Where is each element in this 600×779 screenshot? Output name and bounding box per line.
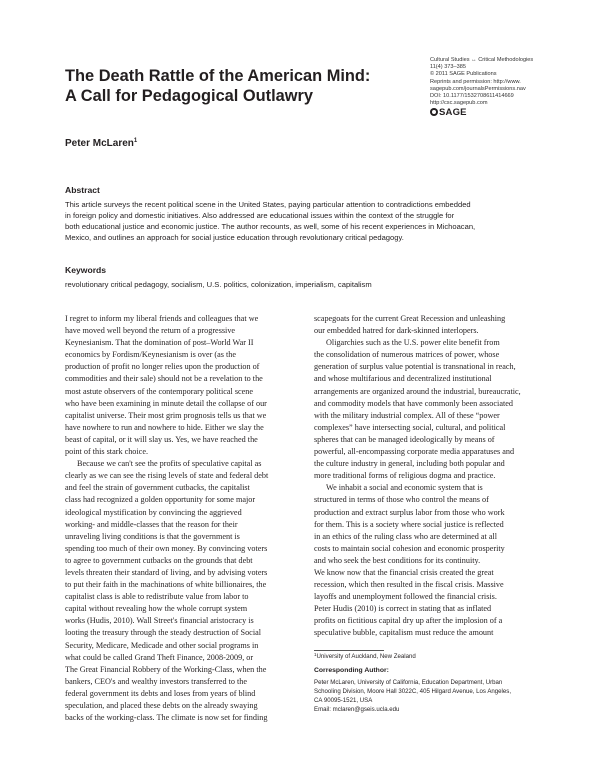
body-text-line: commodities and their sale) should not be a revelation to the	[65, 374, 263, 384]
corresponding-author-heading: Corresponding Author:	[314, 667, 389, 674]
sage-logo-icon	[430, 108, 438, 116]
body-text-line: to agree to government cutbacks on the grounds that debt	[65, 555, 253, 565]
body-text-line: class had recognized a golden opportunity for some major	[65, 495, 256, 505]
abstract-line: Mexico, and outlines an approach for social justice education through revolutionary critical pedagogy.	[65, 233, 404, 243]
body-text-line: spheres that can be managed ideologically by means of	[314, 434, 495, 444]
journal-permissions-url[interactable]: sagepub.com/journalsPermissions.nav	[430, 85, 526, 92]
sage-logo	[430, 108, 590, 116]
body-text-line: Oligarchies such as the U.S. power elite benefit from	[326, 338, 500, 348]
body-text-line: speculation, and placed these debts on the already swaying	[65, 701, 258, 710]
body-text-line: backs of the working-class. The climate is now set for finding	[65, 713, 268, 723]
author-name: Peter McLaren	[65, 138, 134, 149]
body-text-line: have nowhere to run and nowhere to hide. Either we slay the	[65, 422, 264, 432]
corresponding-line: Schooling Division, Moore Hall 3022C, 405 Hilgard Avenue, Los Angeles,	[314, 688, 512, 695]
body-text-line: layoffs and unemployment followed the financial crisis.	[314, 592, 497, 602]
body-text-line: federal government its debts and loses from years of blind	[65, 688, 256, 698]
body-text-line: Security, Medicare, Medicade and other social programs in	[65, 640, 259, 650]
body-text-line: We inhabit a social and economic system that is	[326, 483, 483, 493]
body-text-line: bankers, CEO's and wealthy investors transferred to the	[65, 676, 248, 686]
body-text-line: and commodity models that have commonly been associated	[314, 398, 513, 408]
body-text-line: most astute observers of the contemporary political scene	[65, 386, 254, 396]
body-text-line: more traditional forms of religious dogma and practice.	[314, 471, 496, 481]
body-text-line: beast of capital, or it will slay us. Yes, we have reached the	[65, 434, 258, 444]
footnote-divider	[314, 650, 384, 651]
body-text-line: structured in terms of those who control the means of	[314, 495, 489, 505]
body-text-line: with the military industrial complex. All of these “power	[314, 410, 500, 420]
abstract-heading: Abstract	[65, 185, 100, 195]
body-text-line: arrangements are organized around the industrial, bureaucratic,	[314, 386, 521, 396]
abstract-line: both educational justice and economic justice. The author recounts, as well, some of his recent experiences in Michoacan,	[65, 222, 476, 232]
body-text-line: in an ethics of the ruling class who are determined at all	[314, 531, 498, 541]
body-text-line: looting the treasury through the steady destruction of Social	[65, 628, 262, 638]
body-text-line: economics by Fordism/Keynesianism is over (as the	[65, 350, 236, 360]
journal-reprints: Reprints and permission: http://www.	[430, 78, 521, 85]
journal-issue: 11(4) 373–385	[430, 64, 466, 71]
body-text-line: point of this stark choice.	[65, 447, 148, 457]
body-text-line: We know now that the financial crisis created the great	[314, 567, 494, 577]
keywords-text: revolutionary critical pedagogy, socialism, U.S. politics, colonization, imperialism, capitalism	[65, 280, 372, 289]
body-text-line: the culture industry in general, including both popular and	[314, 459, 505, 469]
affiliation-footnote	[314, 652, 416, 660]
body-text-line: recession, which then resulted in the fiscal crisis. Massive	[314, 580, 504, 590]
body-text-line: works (Hudis, 2010). Wall Street's financial aristocracy is	[65, 616, 254, 626]
title-line: A Call for Pedagogical Outlawry	[65, 87, 314, 105]
body-text-line: complexes” have intersecting social, cultural, and political	[314, 422, 506, 432]
body-text-line: speculative bubble, capitalism must reduce the amount	[314, 628, 494, 638]
body-text-line: costs to maintain social cohesion and economic prosperity	[314, 543, 505, 553]
journal-doi[interactable]: DOI: 10.1177/1532708611414669	[430, 93, 514, 100]
body-text-line: Because we can't see the profits of speculative capital as	[77, 459, 262, 469]
article-title	[65, 66, 420, 106]
body-text-line: capital without revealing how the whole corrupt system	[65, 604, 248, 614]
journal-copyright: © 2011 SAGE Publications	[430, 71, 497, 78]
keywords-heading: Keywords	[65, 265, 107, 275]
footnote-marker: 1	[314, 652, 317, 657]
title-line: The Death Rattle of the American Mind:	[65, 67, 371, 85]
abstract-text	[65, 199, 545, 243]
journal-name: Cultural Studies ↔ Critical Methodologies	[430, 57, 534, 63]
body-text-line: The Great Financial Robbery of the Working-Class, when the	[65, 664, 267, 674]
body-text-line: spending too much of their own money. By convincing voters	[65, 543, 268, 553]
author-affiliation-marker: 1	[133, 138, 138, 144]
body-text-line: generation of surplus value potential is transnational in reach,	[314, 362, 516, 372]
body-text-line: capitalist class is able to redistribute value from labor to	[65, 592, 249, 602]
body-text-line: Keynesianism. That the domination of post–World War II	[65, 338, 254, 348]
journal-meta	[430, 57, 590, 116]
corresponding-author-details	[314, 678, 511, 714]
body-text-line: I regret to inform my liberal friends and colleagues that we	[65, 314, 259, 323]
body-text-line: profits on fictitious capital dry up after the implosion of a	[314, 616, 503, 626]
body-column-left	[65, 313, 301, 724]
body-text-line: powerful, all-encompassing corporate media apparatuses and	[314, 447, 515, 457]
body-text-line: who have been examining in minute detail the collapse of our	[65, 398, 267, 408]
abstract-line: in foreign policy and domestic initiatives. Also addressed are educational issues within the context of the struggle for	[65, 211, 455, 221]
body-text-line: our embedded hatred for dark-skinned interlopers.	[314, 326, 479, 336]
body-text-line: production of profit no longer relies upon the production of	[65, 362, 260, 372]
body-text-line: levels threaten their standard of living, and by advising voters	[65, 567, 268, 577]
body-text-line: and whose multifarious and decentralized institutional	[314, 374, 492, 384]
corresponding-line: Peter McLaren, University of California, Education Department, Urban	[314, 679, 503, 686]
body-text-line: ideological mystification by convincing the aggrieved	[65, 507, 242, 517]
body-text-line: and who seek the best conditions for its continuity.	[314, 555, 481, 565]
author	[65, 138, 137, 149]
body-text-line: clearly as we can see the rising levels of state and federal debt	[65, 471, 269, 481]
body-text-line: Peter Hudis (2010) is correct in stating that as inflated	[314, 604, 492, 614]
body-column-right	[314, 313, 550, 640]
footnote-text: University of Auckland, New Zealand	[316, 653, 416, 660]
journal-url[interactable]: http://csc.sagepub.com	[430, 100, 488, 107]
corresponding-line: CA 90095-1521, USA	[314, 697, 373, 704]
body-text-line: what could be called Grand Theft Finance, 2008-2009, or	[65, 652, 254, 662]
body-text-line: the consolidation of numerous matrices of power, whose	[314, 350, 500, 360]
body-text-line: for them. This is a society where social justice is reflected	[314, 519, 504, 529]
corresponding-email[interactable]: Email: mclaren@gseis.ucla.edu	[314, 706, 400, 713]
body-text-line: production and extract surplus labor from those who work	[314, 507, 505, 517]
sage-logo-text: SAGE	[439, 106, 467, 118]
body-text-line: working- and middle-classes that the reason for their	[65, 519, 238, 529]
body-text-line: scapegoats for the current Great Recession and unleashing	[314, 314, 506, 323]
abstract-line: This article surveys the recent political scene in the United States, paying particular attention to contradictions embedded	[65, 200, 471, 209]
body-text-line: to put their faith in the machinations of white billionaires, the	[65, 580, 267, 590]
body-text-line: capitalist universe. Their most grim prognosis tells us that we	[65, 410, 267, 420]
body-text-line: and feel the strain of government cutbacks, the capitalist	[65, 483, 250, 493]
body-text-line: have moved well beyond the return of a progressive	[65, 326, 236, 336]
body-text-line: unraveling living conditions is that the government is	[65, 531, 240, 541]
